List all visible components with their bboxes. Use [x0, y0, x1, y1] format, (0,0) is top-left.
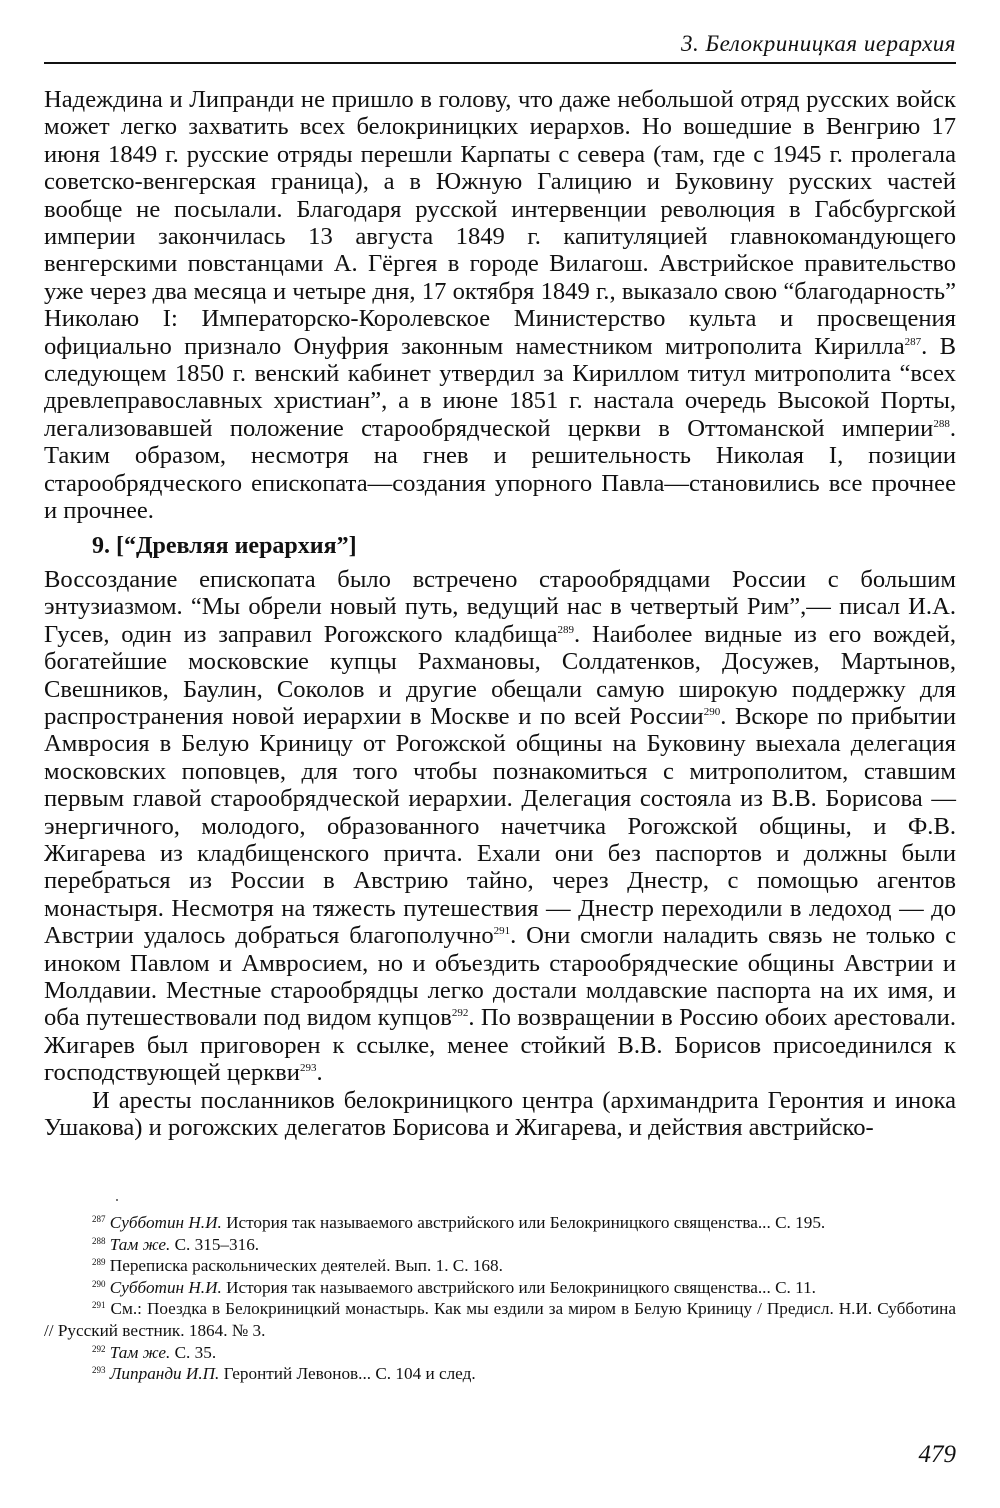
main-text — [44, 86, 956, 1141]
footnote — [44, 1234, 956, 1256]
footnote-separator — [116, 1199, 118, 1201]
text-run: . Вскоре по прибытии Амвросия в Белую Криницу от Рогожской общины на Буковину выехала делегация московских поповцев, для того чтобы познакомиться с митрополитом, ставшим первым главой старообрядческой иерархии. Делегация состояла из В.В. Борисова — энергичного, молодого, образованного начетчика Рогожской общины, и Ф.В. Жигарева из кладбищенского причта. Ехали они без паспортов и должны были перебраться из России в Австрию тайно, через Днестр, с помощью агентов монастыря. Несмотря на тяжесть путешествия — Днестр переходили в ледоход — до Австрии удалось добраться благополучно — [44, 702, 956, 950]
text-run: . В следующем 1850 г. венский кабинет утвердил за Кириллом титул митрополита “всех древлеправославных христиан”, а в июне 1851 г. настала очередь Высокой Порты, легализовавшей положение старообрядческой церкви в Оттоманской империи — [44, 332, 956, 442]
footnote — [44, 1212, 956, 1234]
footnote — [44, 1342, 956, 1364]
footnote — [44, 1363, 956, 1385]
footnote-author: Там же. — [109, 1342, 171, 1362]
section-heading: 9. [“Древляя иерархия”] — [92, 532, 357, 559]
footnote-number: 290 — [92, 1278, 106, 1289]
footnote-number: 287 — [92, 1214, 106, 1224]
footnote-author: Там же. — [109, 1234, 171, 1254]
footnote-author: Субботин Н.И. — [109, 1277, 222, 1297]
paragraph — [44, 566, 956, 1087]
footnote-number: 292 — [92, 1343, 106, 1354]
footnote-number: 291 — [92, 1300, 106, 1311]
footnote-author: Субботин Н.И. — [109, 1213, 222, 1232]
running-title: 3. Белокриницкая иерархия — [681, 31, 956, 56]
footnote — [44, 1277, 956, 1299]
text-run: . Таким образом, несмотря на гнев и решительность Николая I, позиции старообрядческого епископата—создания упорного Павла—становились все прочнее и прочнее. — [44, 414, 956, 525]
footnote-number: 293 — [92, 1365, 106, 1376]
text-run: Надеждина и Липранди не пришло в голову, что даже небольшой отряд русских войск может легко захватить всех белокриницких иерархов. Но вошедшие в Венгрию 17 июня 1849 г. русские отряды перешли Карпаты с севера (там, где с 1945 г. пролегала советско-венгерская граница), а в Южную Галицию и Буковину русских частей вообще не посылали. Благодаря русской интервенции революция в Габсбургской империи закончилась 13 августа 1849 г. капитуляцией главнокомандующего венгерскими повстанцами А. Гёргея в городе Вилагош. Австрийское правительство уже через два месяца и четыре дня, 17 октября 1849 г., выказало свою “благодарность” Николаю I: Императорско-Королевское Министерство культа и просвещения официально признало Онуфрия законным наместником митрополита Кирилла — [44, 86, 956, 360]
footnote-ref[interactable]: 290 — [703, 705, 721, 718]
footnote-text: Геронтий Левонов... С. 104 и след. — [219, 1364, 476, 1384]
text-run: Воссоздание епископата было встречено старообрядцами России с большим энтузиазмом. “Мы обрели новый путь, ведущий нас в четвертый Рим”,— писал И.А. Гусев, один из заправил Рогожского кладбища — [44, 565, 956, 648]
paragraph: И аресты посланников белокриницкого центра (архимандрита Геронтия и инока Ушакова) и рогожских делегатов Борисова и Жигарева, и действия австрийско- — [44, 1086, 956, 1142]
footnote-ref[interactable]: 288 — [933, 417, 950, 430]
footnotes — [44, 1212, 956, 1385]
text-run: . Они смогли наладить связь не только с иноком Павлом и Амвросием, но и объездить старообрядческие общины Австрии и Молдавии. Местные старообрядцы легко достали молдавские паспорта на их имя, и оба путешествовали под видом купцов — [44, 922, 956, 1032]
footnote-text: История так называемого австрийского или Белокриницкого священства... С. 195. — [221, 1213, 826, 1232]
footnote-number: 288 — [92, 1235, 106, 1246]
footnote-author: Липранди И.П. — [109, 1364, 220, 1384]
footnote — [44, 1298, 956, 1341]
footnote-ref[interactable]: 289 — [557, 623, 575, 636]
footnote-text: С. 35. — [170, 1342, 217, 1362]
text-run: . — [316, 1059, 323, 1087]
footnote-ref[interactable]: 292 — [451, 1007, 469, 1020]
text-run: . Наиболее видные из его вождей, богатейшие московские купцы Рахмановы, Солдатенков, Досужев, Мартынов, Свешников, Баулин, Соколов и другие обещали самую широкую поддержку для распространения новой иерархии в Москве и по всей России — [44, 620, 956, 730]
footnote-ref[interactable]: 293 — [299, 1062, 317, 1075]
page-number: 479 — [918, 1441, 956, 1468]
text-run: . По возвращении в Россию обоих арестовали. Жигарев был приговорен к ссылке, менее стойкий В.В. Борисов присоединился к господствующей церкви — [44, 1004, 956, 1087]
footnote-text: С. 315–316. — [170, 1234, 260, 1254]
footnote-number: 289 — [92, 1257, 106, 1268]
footnote-text: См.: Поездка в Белокриницкий монастырь. Как мы ездили за миром в Белую Криницу / Предисл. Н.И. Субботина // Русский вестник. 1864. № 3. — [44, 1299, 956, 1340]
running-header — [44, 28, 956, 64]
footnote-ref[interactable]: 291 — [493, 925, 511, 938]
footnote-ref[interactable]: 287 — [904, 335, 922, 348]
footnote — [44, 1255, 956, 1277]
footnote-text: История так называемого австрийского или Белокриницкого священства... С. 11. — [221, 1277, 816, 1297]
footnote-text: Переписка раскольнических деятелей. Вып. 1. С. 168. — [105, 1256, 503, 1276]
paragraph — [44, 86, 956, 525]
